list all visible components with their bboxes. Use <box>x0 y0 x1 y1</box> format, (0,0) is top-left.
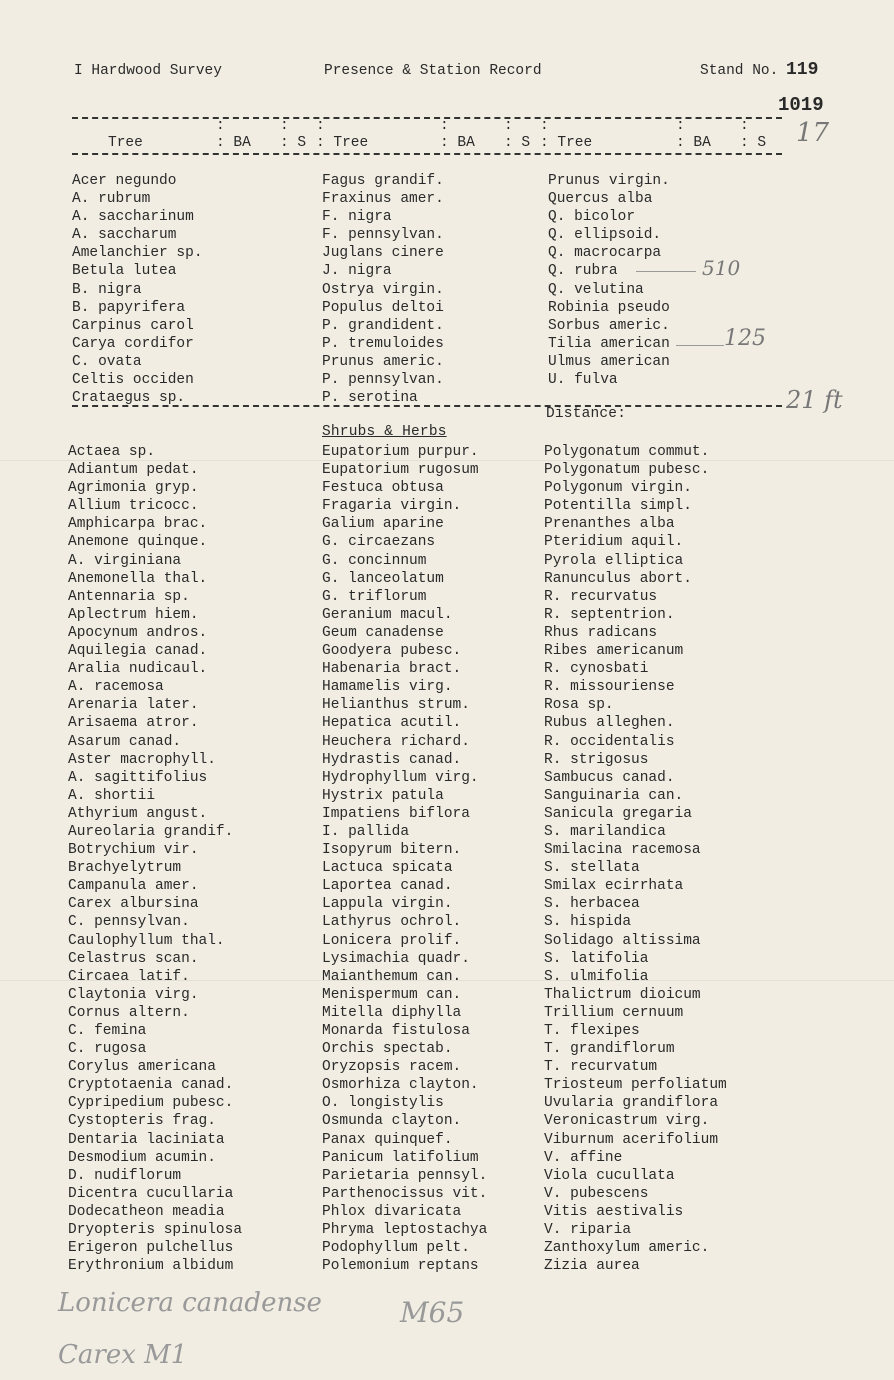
stand-number-overwrite: 1019 <box>778 94 824 116</box>
herb-species: Adiantum pedat. <box>68 462 199 479</box>
herb-species: Cystopteris frag. <box>68 1113 216 1130</box>
herb-species: Heuchera richard. <box>322 733 470 750</box>
herb-species: Aplectrum hiem. <box>68 606 199 623</box>
herb-species: Anemone quinque. <box>68 534 208 551</box>
herb-species: Polemonium reptans <box>322 1258 479 1275</box>
tree-species: Q. rubra <box>548 263 618 280</box>
herb-species: V. pubescens <box>544 1185 649 1202</box>
tree-species: A. saccharinum <box>72 209 194 226</box>
herb-species: Botrychium vir. <box>68 842 199 859</box>
col-header-tree-2: : Tree <box>316 135 369 151</box>
herb-species: Dodecatheon meadia <box>68 1203 225 1220</box>
tree-species: Fagus grandif. <box>322 173 444 189</box>
herb-species: Hydrastis canad. <box>322 751 462 768</box>
herb-list-col3 <box>544 443 727 1275</box>
colon-marks: : <box>440 118 449 134</box>
herb-species: Arisaema atror. <box>68 715 199 732</box>
herb-species: T. recurvatum <box>544 1059 658 1076</box>
herb-species: G. circaezans <box>322 534 436 551</box>
herb-species: Phlox divaricata <box>322 1203 462 1220</box>
herb-species: Ranunculus abort. <box>544 570 692 587</box>
herb-species: Aralia nudicaul. <box>68 661 208 678</box>
herb-species: Veronicastrum virg. <box>544 1113 710 1130</box>
herb-species: Polygonum virgin. <box>544 480 692 497</box>
col-header-ba-2: : BA <box>440 135 475 151</box>
herb-species: O. longistylis <box>322 1095 444 1112</box>
distance-value: 21 ft <box>786 386 843 414</box>
herb-species: Amphicarpa brac. <box>68 516 208 533</box>
herb-species: Asarum canad. <box>68 733 182 750</box>
tree-species: Q. velutina <box>548 281 644 298</box>
herb-species: Osmunda clayton. <box>322 1113 462 1130</box>
herb-species: Sanguinaria can. <box>544 787 684 804</box>
herb-species: Oryzopsis racem. <box>322 1059 462 1076</box>
herb-species: Campanula amer. <box>68 878 199 895</box>
stand-hand-note: 17 <box>796 118 830 148</box>
herb-species: Aquilegia canad. <box>68 643 208 660</box>
col-header-tree-1: Tree <box>108 135 143 151</box>
herb-species: Hystrix patula <box>322 787 444 804</box>
herb-species: Smilax ecirrhata <box>544 878 684 895</box>
tree-species: Amelanchier sp. <box>72 245 203 262</box>
herb-species: Eupatorium purpur. <box>322 444 479 460</box>
herb-species: Parthenocissus vit. <box>322 1185 488 1202</box>
tree-species: Q. macrocarpa <box>548 245 662 262</box>
herb-species: Goodyera pubesc. <box>322 643 462 660</box>
herb-species: Arenaria later. <box>68 697 199 714</box>
tree-species: Robinia pseudo <box>548 299 670 316</box>
herb-species: C. pennsylvan. <box>68 914 190 931</box>
tree-species: B. nigra <box>72 281 142 298</box>
herb-species: Zizia aurea <box>544 1258 640 1275</box>
tree-species: Fraxinus amer. <box>322 191 444 208</box>
herb-species: Desmodium acumin. <box>68 1149 216 1166</box>
herb-species: Anemonella thal. <box>68 570 208 587</box>
footer-note-2: Carex M1 <box>58 1340 188 1370</box>
colon-marks: : <box>676 118 685 134</box>
herb-species: Parietaria pennsyl. <box>322 1167 488 1184</box>
herb-species: Cornus altern. <box>68 1004 190 1021</box>
herb-species: Solidago altissima <box>544 932 701 949</box>
distance-label: Distance: <box>546 406 627 422</box>
section-rule <box>72 405 782 407</box>
herb-list-col1 <box>68 443 242 1275</box>
herb-species: A. virginiana <box>68 552 182 569</box>
herb-species: Pteridium aquil. <box>544 534 684 551</box>
tree-species: A. rubrum <box>72 191 151 208</box>
tree-species: P. serotina <box>322 390 418 407</box>
tree-species: F. pennsylvan. <box>322 227 444 244</box>
tree-species: Celtis occiden <box>72 372 194 389</box>
tree-species: Quercus alba <box>548 191 653 208</box>
herb-species: Ribes americanum <box>544 643 684 660</box>
herb-species: Hydrophyllum virg. <box>322 769 479 786</box>
herb-species: A. sagittifolius <box>68 769 208 786</box>
herb-species: S. hispida <box>544 914 632 931</box>
herb-species: Hamamelis virg. <box>322 679 453 696</box>
herb-species: Dicentra cucullaria <box>68 1185 234 1202</box>
herb-species: Laportea canad. <box>322 878 453 895</box>
herb-species: Smilacina racemosa <box>544 842 701 859</box>
herb-species: Actaea sp. <box>68 444 156 460</box>
col-header-s-2: : S <box>504 135 531 151</box>
herb-species: Hepatica acutil. <box>322 715 462 732</box>
tree-list-col3 <box>548 172 670 389</box>
herb-species: Osmorhiza clayton. <box>322 1077 479 1094</box>
herb-species: R. missouriense <box>544 679 675 696</box>
tree-species: Acer negundo <box>72 173 177 189</box>
herb-species: Sambucus canad. <box>544 769 675 786</box>
herb-species: R. strigosus <box>544 751 649 768</box>
herb-species: Prenanthes alba <box>544 516 675 533</box>
herb-species: Potentilla simpl. <box>544 498 692 515</box>
tree-species: P. tremuloides <box>322 335 444 352</box>
herb-species: Allium tricocc. <box>68 498 199 515</box>
tree-species: J. nigra <box>322 263 392 280</box>
tree-species: Tilia american <box>548 335 670 352</box>
herb-species: Rubus alleghen. <box>544 715 675 732</box>
tree-species: F. nigra <box>322 209 392 226</box>
herb-species: Monarda fistulosa <box>322 1023 470 1039</box>
herb-species: Vitis aestivalis <box>544 1203 684 1220</box>
herb-species: Lonicera prolif. <box>322 932 462 949</box>
herb-species: Geum canadense <box>322 624 444 641</box>
herb-species: R. recurvatus <box>544 588 658 605</box>
header-rule-bottom <box>72 153 782 155</box>
herb-species: S. ulmifolia <box>544 968 649 985</box>
tree-species: P. pennsylvan. <box>322 372 444 389</box>
tree-list-col2 <box>322 172 444 407</box>
pencil-mark <box>676 345 724 346</box>
herb-species: Fragaria virgin. <box>322 498 462 515</box>
herb-species: T. grandiflorum <box>544 1041 675 1058</box>
herb-species: Viola cucullata <box>544 1167 675 1184</box>
tree-species: Prunus americ. <box>322 353 444 370</box>
herb-species: Panicum latifolium <box>322 1149 479 1166</box>
herb-species: A. racemosa <box>68 679 164 696</box>
herb-species: Cryptotaenia canad. <box>68 1077 234 1094</box>
herb-species: Panax quinquef. <box>322 1131 453 1148</box>
herb-species: V. riparia <box>544 1222 632 1239</box>
herb-species: C. femina <box>68 1023 147 1039</box>
herb-species: S. stellata <box>544 860 640 877</box>
tree-species: P. grandident. <box>322 317 444 334</box>
herb-species: Apocynum andros. <box>68 624 208 641</box>
footer-note-1: Lonicera canadense <box>58 1288 322 1318</box>
herb-species: Pyrola elliptica <box>544 552 684 569</box>
herb-species: Caulophyllum thal. <box>68 932 225 949</box>
tree-species: Betula lutea <box>72 263 177 280</box>
herb-species: Dryopteris spinulosa <box>68 1222 243 1239</box>
herb-species: Habenaria bract. <box>322 661 462 678</box>
herb-species: Menispermum can. <box>322 986 462 1003</box>
tree-species: Carpinus carol <box>72 317 194 334</box>
tree-species: Populus deltoi <box>322 299 444 316</box>
herb-species: Viburnum acerifolium <box>544 1131 719 1148</box>
herb-species: Celastrus scan. <box>68 950 199 967</box>
pencil-mark <box>636 271 696 272</box>
herb-species: Isopyrum bitern. <box>322 842 462 859</box>
herb-species: T. flexipes <box>544 1023 640 1039</box>
col-header-s-1: : S <box>280 135 307 151</box>
herb-species: Zanthoxylum americ. <box>544 1240 710 1257</box>
tree-species: A. saccharum <box>72 227 177 244</box>
herb-species: Aster macrophyll. <box>68 751 216 768</box>
tree-species: Sorbus americ. <box>548 317 670 334</box>
tilia-note: 125 <box>724 326 766 351</box>
q-rubra-note: 510 <box>702 256 741 280</box>
herb-species: Athyrium angust. <box>68 805 208 822</box>
tree-species: Crataegus sp. <box>72 390 186 407</box>
herb-species: R. cynosbati <box>544 661 649 678</box>
herb-species: Lappula virgin. <box>322 896 453 913</box>
herb-species: V. affine <box>544 1149 623 1166</box>
herb-species: Thalictrum dioicum <box>544 986 701 1003</box>
herb-species: Impatiens biflora <box>322 805 470 822</box>
herb-species: R. septentrion. <box>544 606 675 623</box>
tree-list-col1 <box>72 172 203 407</box>
shrubs-heading: Shrubs & Herbs <box>322 424 447 440</box>
herb-species: Phryma leptostachya <box>322 1222 488 1239</box>
herb-species: I. pallida <box>322 823 410 840</box>
tree-species: Prunus virgin. <box>548 173 670 189</box>
herb-species: Corylus americana <box>68 1059 216 1076</box>
herb-species: Carex albursina <box>68 896 199 913</box>
herb-species: Eupatorium rugosum <box>322 462 479 479</box>
colon-marks: : <box>280 118 289 134</box>
herb-species: G. triflorum <box>322 588 427 605</box>
herb-species: Rhus radicans <box>544 624 658 641</box>
herb-list-col2 <box>322 443 487 1275</box>
footer-note-3: M65 <box>400 1296 465 1329</box>
tree-species: Ostrya virgin. <box>322 281 444 298</box>
col-header-s-3: : S <box>740 135 767 151</box>
tree-species: U. fulva <box>548 372 618 389</box>
herb-species: Lathyrus ochrol. <box>322 914 462 931</box>
herb-species: Aureolaria grandif. <box>68 823 234 840</box>
colon-marks: : <box>216 118 225 134</box>
herb-species: Uvularia grandiflora <box>544 1095 719 1112</box>
herb-species: Festuca obtusa <box>322 480 444 497</box>
record-title: Presence & Station Record <box>324 63 542 79</box>
stand-label: Stand No. <box>700 63 779 79</box>
herb-species: Circaea latif. <box>68 968 190 985</box>
tree-species: B. papyrifera <box>72 299 186 316</box>
herb-species: D. nudiflorum <box>68 1167 182 1184</box>
herb-species: Erythronium albidum <box>68 1258 234 1275</box>
herb-species: Geranium macul. <box>322 606 453 623</box>
herb-species: Erigeron pulchellus <box>68 1240 234 1257</box>
survey-title: I Hardwood Survey <box>74 63 222 79</box>
colon-marks: : <box>504 118 513 134</box>
herb-species: Brachyelytrum <box>68 860 182 877</box>
tree-species: Juglans cinere <box>322 245 444 262</box>
col-header-ba-3: : BA <box>676 135 711 151</box>
herb-species: Rosa sp. <box>544 697 614 714</box>
herb-species: S. herbacea <box>544 896 640 913</box>
tree-species: Q. ellipsoid. <box>548 227 662 244</box>
stand-number: 119 <box>786 60 819 80</box>
herb-species: S. marilandica <box>544 823 666 840</box>
col-header-ba-1: : BA <box>216 135 251 151</box>
herb-species: Claytonia virg. <box>68 986 199 1003</box>
herb-species: C. rugosa <box>68 1041 147 1058</box>
col-header-tree-3: : Tree <box>540 135 593 151</box>
tree-species: C. ovata <box>72 353 142 370</box>
tree-species: Carya cordifor <box>72 335 194 352</box>
herb-species: Polygonatum commut. <box>544 444 710 460</box>
herb-species: Podophyllum pelt. <box>322 1240 470 1257</box>
herb-species: A. shortii <box>68 787 156 804</box>
herb-species: Mitella diphylla <box>322 1004 462 1021</box>
herb-species: Triosteum perfoliatum <box>544 1077 727 1094</box>
herb-species: Dentaria laciniata <box>68 1131 225 1148</box>
herb-species: Lysimachia quadr. <box>322 950 470 967</box>
herb-species: Agrimonia gryp. <box>68 480 199 497</box>
tree-species: Ulmus american <box>548 353 670 370</box>
herb-species: Trillium cernuum <box>544 1004 684 1021</box>
herb-species: G. concinnum <box>322 552 427 569</box>
herb-species: Lactuca spicata <box>322 860 453 877</box>
colon-marks: : <box>740 118 749 134</box>
colon-marks: : <box>316 118 325 134</box>
herb-species: Sanicula gregaria <box>544 805 692 822</box>
herb-species: Maianthemum can. <box>322 968 462 985</box>
tree-species: Q. bicolor <box>548 209 636 226</box>
herb-species: R. occidentalis <box>544 733 675 750</box>
herb-species: Cypripedium pubesc. <box>68 1095 234 1112</box>
herb-species: Helianthus strum. <box>322 697 470 714</box>
herb-species: Orchis spectab. <box>322 1041 453 1058</box>
herb-species: Polygonatum pubesc. <box>544 462 710 479</box>
colon-marks: : <box>540 118 549 134</box>
herb-species: S. latifolia <box>544 950 649 967</box>
herb-species: Antennaria sp. <box>68 588 190 605</box>
herb-species: Galium aparine <box>322 516 444 533</box>
herb-species: G. lanceolatum <box>322 570 444 587</box>
